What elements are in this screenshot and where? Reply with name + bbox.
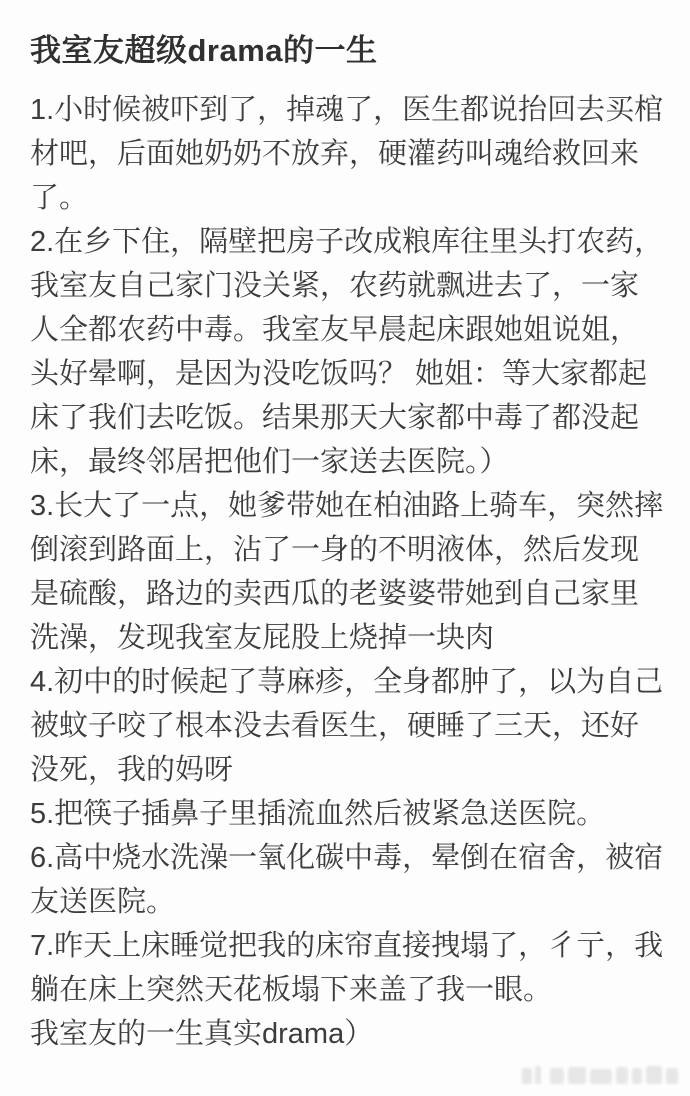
story-paragraph-5: 5.把筷子插鼻子里插流血然后被紧急送医院。: [30, 798, 606, 830]
story-paragraph-7: 7.昨天上床睡觉把我的床帘直接拽塌了，彳亍，我躺在床上突然天花板塌下来盖了我一眼。: [30, 930, 664, 1006]
story-closing-line: 我室友的一生真实drama）: [30, 1018, 374, 1050]
post-body: [30, 88, 664, 1056]
watermark-icon: [522, 1062, 678, 1088]
story-paragraph-2: 2.在乡下住，隔壁把房子改成粮库往里头打农药，我室友自己家门没关紧，农药就飘进去了，一家人全都农药中毒。我室友早晨起床跟她姐说姐，头好晕啊，是因为没吃饭吗？ 她姐：等大家都起床了我们去吃饭。结果那天大家都中毒了都没起床，最终邻居把他们一家送去医院。）: [30, 226, 664, 478]
story-paragraph-1: 1.小时候被吓到了，掉魂了，医生都说抬回去买棺材吧，后面她奶奶不放弃，硬灌药叫魂给救回来了。: [30, 94, 664, 214]
story-paragraph-3: 3.长大了一点，她爹带她在柏油路上骑车，突然摔倒滚到路面上，沾了一身的不明液体，然后发现是硫酸，路边的卖西瓜的老婆婆带她到自己家里洗澡，发现我室友屁股上烧掉一块肉: [30, 490, 664, 654]
story-paragraph-6: 6.高中烧水洗澡一氧化碳中毒，晕倒在宿舍，被宿友送医院。: [30, 842, 664, 918]
post-title: 我室友超级drama的一生: [30, 33, 378, 68]
story-paragraph-4: 4.初中的时候起了荨麻疹，全身都肿了，以为自己被蚊子咬了根本没去看医生，硬睡了三天，还好没死，我的妈呀: [30, 666, 664, 786]
